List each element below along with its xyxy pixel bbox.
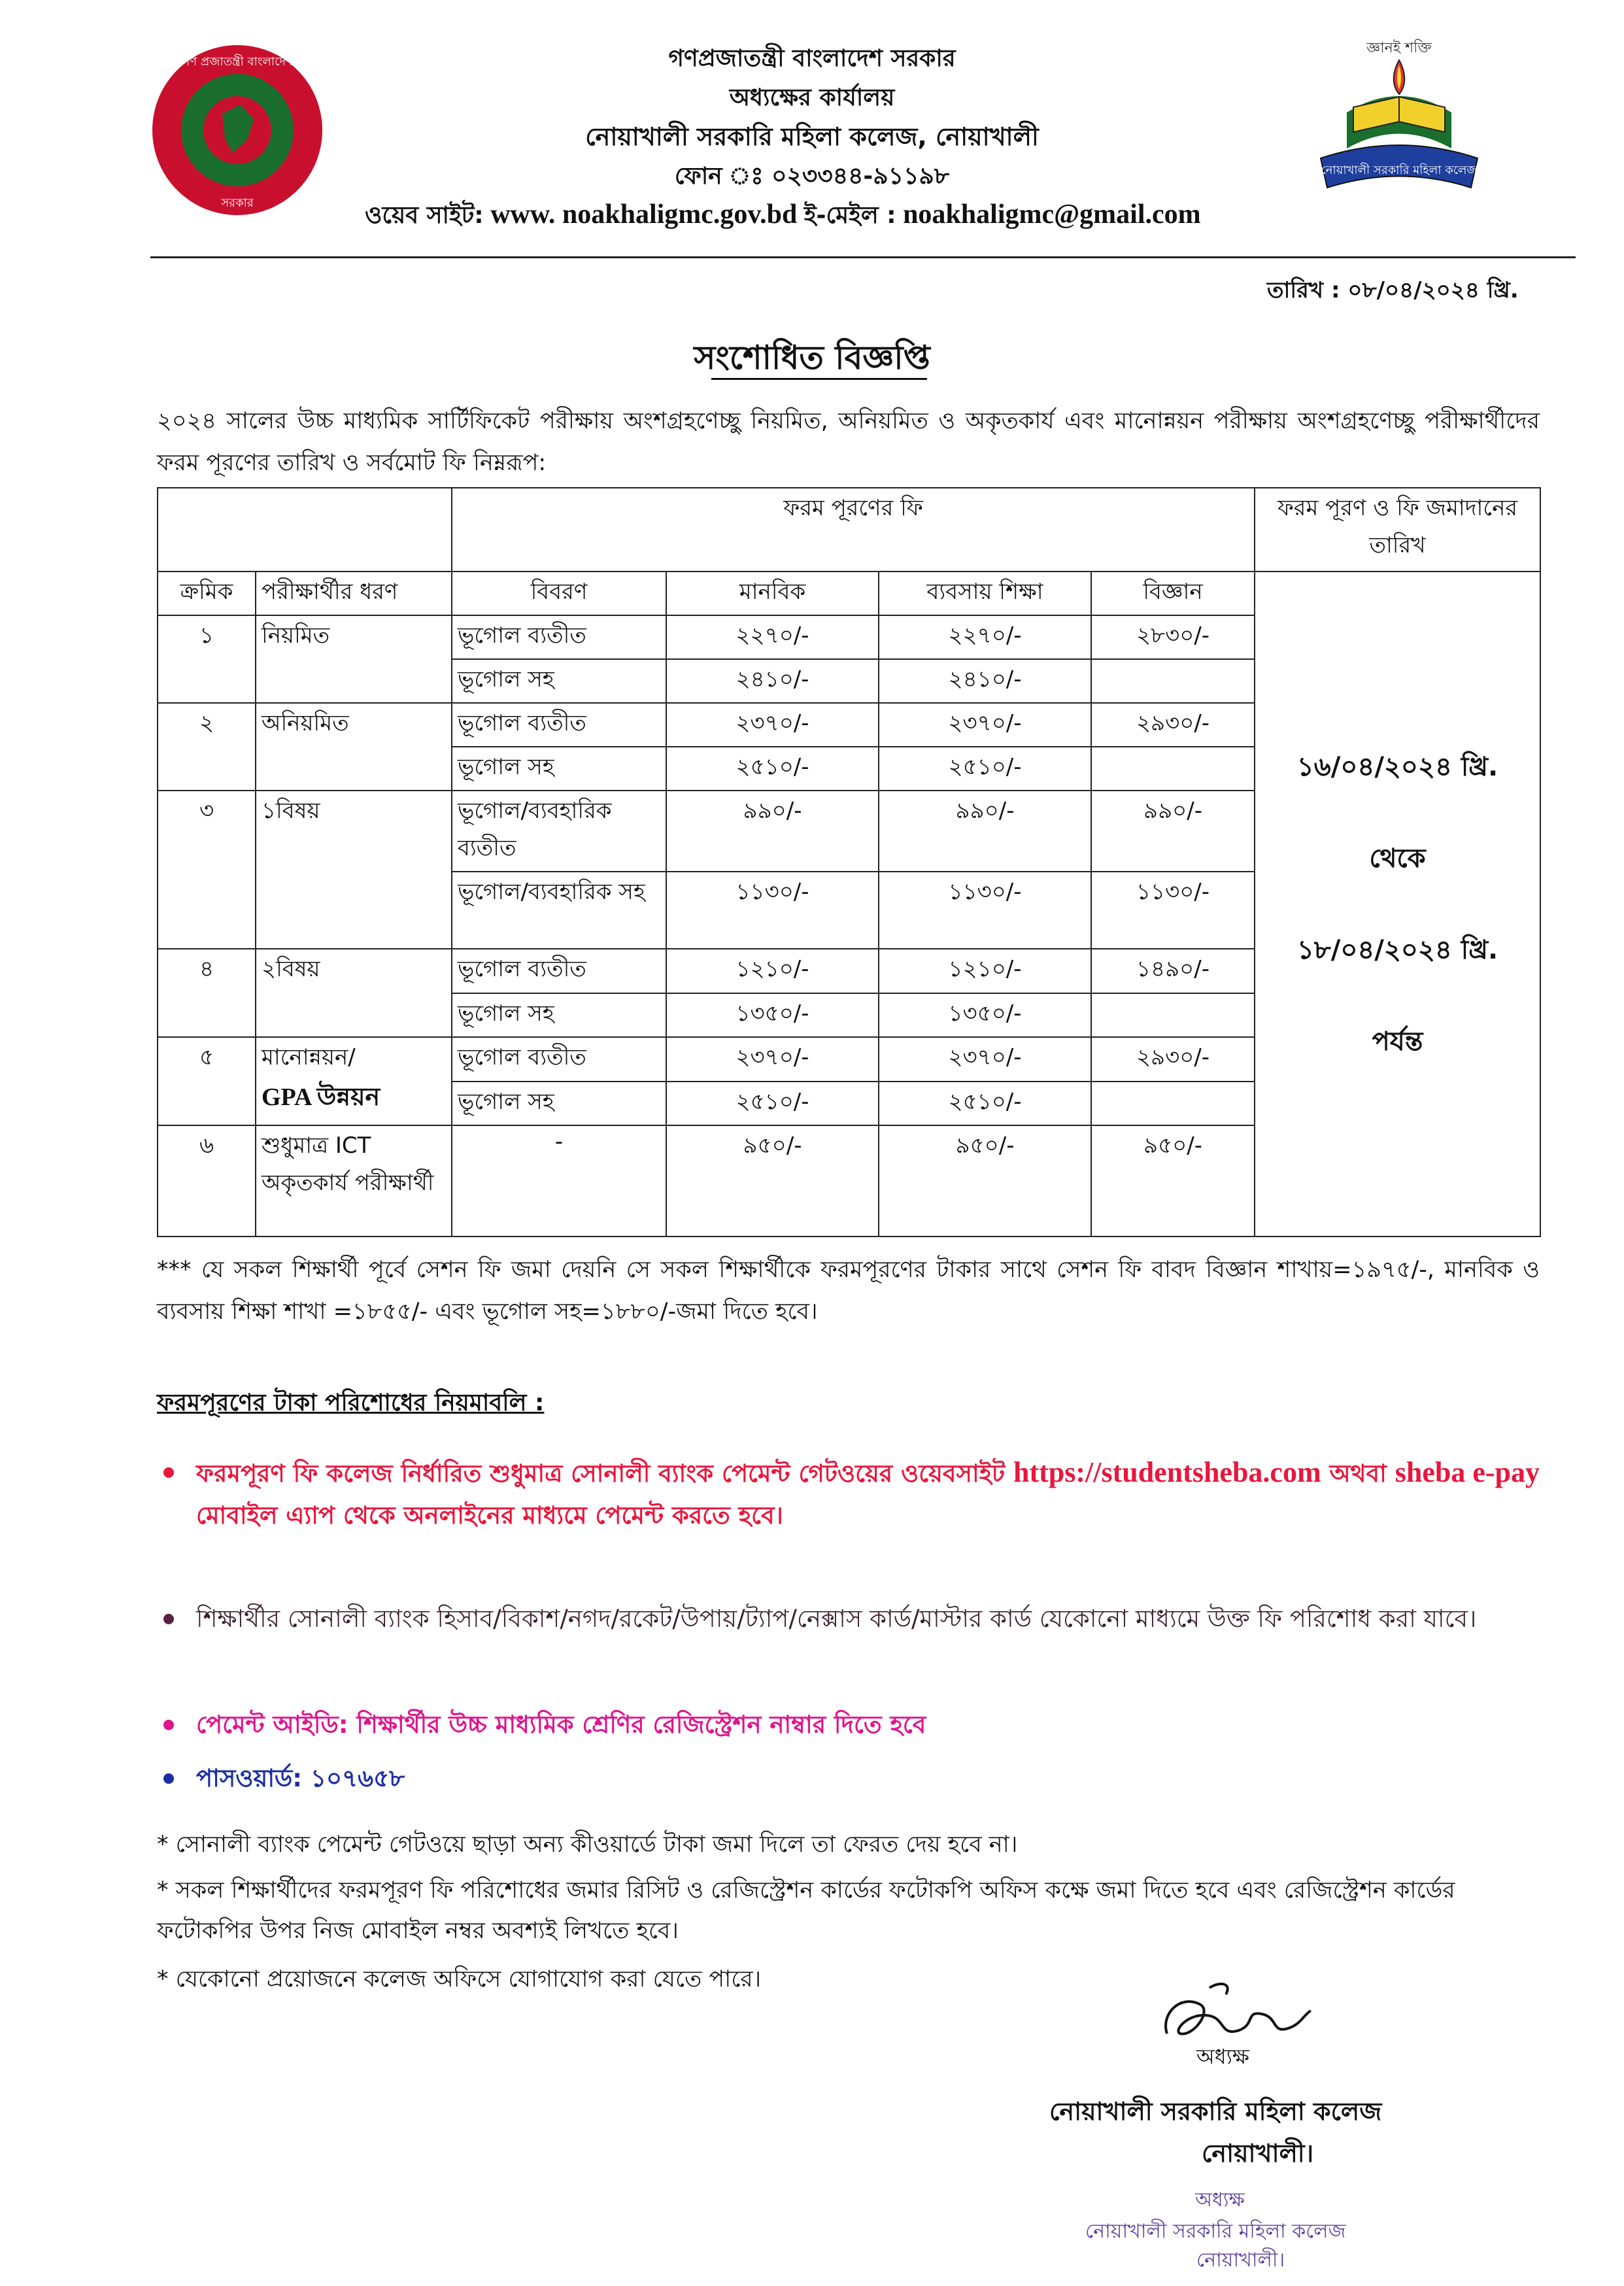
header-blank-cell (158, 488, 452, 572)
rule-or: অথবা (1329, 1459, 1387, 1488)
business-fee: ৯৫০/- (879, 1125, 1091, 1237)
stamp-title: অধ্যক্ষ (1195, 2189, 1245, 2211)
date-header: ফরম পূরণ ও ফি জমাদানের তারিখ (1255, 488, 1540, 572)
type-line-1: মানোন্নয়ন/ (262, 1044, 356, 1070)
stamp-college: নোয়াখালী সরকারি মহিলা কলেজ (1085, 2220, 1346, 2243)
business-fee: ২৩৭০/- (879, 703, 1091, 747)
rule-text-end: মোবাইল এ্যাপ থেকে অনলাইনের মাধ্যমে পেমেন্ট করতে হবে। (196, 1501, 783, 1529)
humanities-fee: ৯৫০/- (666, 1125, 879, 1237)
signature-title: অধ্যক্ষ (1196, 2044, 1249, 2069)
serial-cell: ১ (158, 615, 256, 703)
science-fee (1091, 1082, 1255, 1125)
desc-cell: ভূগোল ব্যতীত (452, 949, 666, 993)
science-fee: ৯৯০/- (1091, 791, 1255, 872)
footnote-refund: * সোনালী ব্যাংক পেমেন্ট গেটওয়ে ছাড়া অন্য কীওয়ার্ডে টাকা জমা দিলে তা ফেরত দেয় হবে না। (157, 1832, 1018, 1858)
desc-cell: ভূগোল ব্যতীত (452, 1037, 666, 1082)
bullet-dot-icon (163, 1720, 174, 1730)
type-cell: ২বিষয় (256, 949, 452, 1037)
science-fee: ২৯৩০/- (1091, 703, 1255, 747)
serial-cell: ৫ (158, 1037, 256, 1125)
business-fee: ১১৩০/- (879, 872, 1091, 949)
type-cell: অনিয়মিত (256, 703, 452, 791)
humanities-fee: ২৪১০/- (666, 659, 879, 703)
col-type: পরীক্ষার্থীর ধরণ (256, 572, 452, 615)
stamp-place: নোয়াখালী। (1196, 2249, 1285, 2272)
business-fee: ২৫১০/- (879, 1082, 1091, 1125)
business-fee: ২৫১০/- (879, 747, 1091, 791)
date-from: ১৬/০৪/২০২৪ খ্রি. (1296, 751, 1498, 782)
header-contact-line (365, 197, 1201, 237)
payment-rules-heading: ফরমপূরণের টাকা পরিশোধের নিয়মাবলি : (157, 1390, 545, 1416)
science-fee: ২৯৩০/- (1091, 1037, 1255, 1082)
header-phone: ফোন ঃ ০২৩৩৪৪-৯১১৯৮ (674, 163, 950, 190)
type-cell: ১বিষয় (256, 791, 452, 949)
col-serial: ক্রমিক (158, 572, 256, 615)
science-fee: ১৪৯০/- (1091, 949, 1255, 993)
notice-date: তারিখ : ০৮/০৪/২০২৪ খ্রি. (1267, 277, 1519, 303)
type-cell (256, 1037, 452, 1125)
desc-cell: ভূগোল/ব্যবহারিক সহ (452, 872, 666, 949)
svg-text:জ্ঞানই শক্তি: জ্ঞানই শক্তি (1366, 40, 1432, 56)
serial-cell: ২ (158, 703, 256, 791)
header-college-name: নোয়াখালী সরকারি মহিলা কলেজ, নোয়াখালী (585, 122, 1039, 151)
header-government-name: গণপ্রজাতন্ত্রী বাংলাদেশ সরকার (668, 45, 956, 72)
humanities-fee: ২৩৭০/- (666, 703, 879, 747)
notice-title: সংশোধিত বিজ্ঞপ্তি (694, 339, 930, 377)
desc-cell: ভূগোল/ব্যবহারিক ব্যতীত (452, 791, 666, 872)
title-underline (711, 378, 927, 380)
footnote-contact: * যেকোনো প্রয়োজনে কলেজ অফিসে যোগাযোগ করা যেতে পারে। (157, 1966, 762, 1992)
intro-paragraph: ২০২৪ সালের উচ্চ মাধ্যমিক সার্টিফিকেট পরীক্ষায় অংশগ্রহণেচ্ছু নিয়মিত, অনিয়মিত ও অকৃতকার্য এবং মানোন্নয়ন পরীক্ষায় অংশগ্রহণেচ্ছু পরীক্ষার্থীদের ফরম পূরণের তারিখ ও সর্বমোট ফি নিম্নরূপ: (157, 408, 1540, 476)
email-link[interactable]: noakhaligmc@gmail.com (903, 199, 1201, 230)
business-fee: ২৪১০/- (879, 659, 1091, 703)
type-cell: শুধুমাত্র ICT অকৃতকার্য পরীক্ষার্থী (256, 1125, 452, 1237)
website-link[interactable]: www. noakhaligmc.gov.bd (490, 199, 798, 230)
payment-website-link[interactable]: https://studentsheba.com (1013, 1456, 1321, 1488)
svg-text:নোয়াখালী সরকারি মহিলা কলেজ: নোয়াখালী সরকারি মহিলা কলেজ (1321, 163, 1478, 177)
rule-text: শিক্ষার্থীর সোনালী ব্যাংক হিসাব/বিকাশ/নগদ/রকেট/উপায়/ট্যাপ/নেক্সাস কার্ড/মাস্টার কার্ড যেকোনো মাধ্যমে উক্ত ফি পরিশোধ করা যাবে। (196, 1605, 1477, 1633)
business-fee: ২৩৭০/- (879, 1037, 1091, 1082)
desc-cell: ভূগোল সহ (452, 659, 666, 703)
header-divider (150, 256, 1576, 258)
signature-college: নোয়াখালী সরকারি মহিলা কলেজ (1049, 2097, 1382, 2126)
science-fee (1091, 993, 1255, 1037)
desc-cell: ভূগোল সহ (452, 1082, 666, 1125)
date-mid: থেকে (1369, 843, 1426, 874)
rule-text: ফরমপূরণ ফি কলেজ নির্ধারিত শুধুমাত্র সোনালী ব্যাংক পেমেন্ট গেটওয়ের ওয়েবসাইট (196, 1459, 1006, 1488)
col-desc: বিবরণ (452, 572, 666, 615)
desc-cell: ভূগোল সহ (452, 993, 666, 1037)
science-fee (1091, 659, 1255, 703)
fee-header: ফরম পূরণের ফি (452, 488, 1255, 572)
col-business: ব্যবসায় শিক্ষা (879, 572, 1091, 615)
bullet-dot-icon (163, 1773, 174, 1784)
rule-bullet-password (196, 1758, 1540, 1800)
signature-place: নোয়াখালী। (1202, 2139, 1314, 2168)
humanities-fee: ২৫১০/- (666, 1082, 879, 1125)
website-label: ওয়েব সাইট: (365, 202, 484, 229)
humanities-fee: ১১৩০/- (666, 872, 879, 949)
date-to: ১৮/০৪/২০২৪ খ্রি. (1296, 934, 1498, 965)
fee-table (157, 487, 1541, 1237)
rule-bullet-payment-id (196, 1704, 1540, 1746)
science-fee (1091, 747, 1255, 791)
type-line-2: GPA উন্নয়ন (262, 1083, 381, 1111)
svg-text:গণ প্রজাতন্ত্রী বাংলাদেশ: গণ প্রজাতন্ত্রী বাংলাদেশ (182, 55, 293, 69)
desc-cell: ভূগোল ব্যতীত (452, 615, 666, 659)
humanities-fee: ১২১০/- (666, 949, 879, 993)
footnote-receipt: * সকল শিক্ষার্থীদের ফরমপূরণ ফি পরিশোধের জমার রিসিট ও রেজিস্ট্রেশন কার্ডের ফটোকপি অফিস কক্ষে জমা দিতে হবে এবং রেজিস্ট্রেশন কার্ডের ফটোকপির উপর নিজ মোবাইল নম্বর অবশ্যই লিখতে হবে। (157, 1877, 1455, 1944)
humanities-fee: ২৩৭০/- (666, 1037, 879, 1082)
payment-app-name: sheba e-pay (1395, 1456, 1540, 1488)
desc-cell: ভূগোল ব্যতীত (452, 703, 666, 747)
business-fee: ২২৭০/- (879, 615, 1091, 659)
col-science: বিজ্ঞান (1091, 572, 1255, 615)
svg-text:সরকার: সরকার (221, 196, 254, 210)
serial-cell: ৪ (158, 949, 256, 1037)
business-fee: ৯৯০/- (879, 791, 1091, 872)
desc-cell: ভূগোল সহ (452, 747, 666, 791)
science-fee: ২৮৩০/- (1091, 615, 1255, 659)
rule-text: পাসওয়ার্ড: ১০৭৬৫৮ (196, 1764, 405, 1792)
science-fee: ৯৫০/- (1091, 1125, 1255, 1237)
business-fee: ১৩৫০/- (879, 993, 1091, 1037)
type-cell: নিয়মিত (256, 615, 452, 703)
serial-cell: ৬ (158, 1125, 256, 1237)
desc-cell: - (452, 1125, 666, 1237)
rule-bullet-payment-gateway (196, 1452, 1540, 1537)
bullet-dot-icon (163, 1467, 174, 1478)
col-humanities: মানবিক (666, 572, 879, 615)
date-range-cell (1255, 572, 1540, 1237)
header-office: অধ্যক্ষের কার্যালয় (729, 84, 895, 111)
rule-text: পেমেন্ট আইডি: শিক্ষার্থীর উচ্চ মাধ্যমিক শ্রেণির রেজিস্ট্রেশন নাম্বার দিতে হবে (196, 1711, 926, 1739)
humanities-fee: ২২৭০/- (666, 615, 879, 659)
humanities-fee: ১৩৫০/- (666, 993, 879, 1037)
rule-bullet-payment-methods (196, 1598, 1540, 1640)
science-fee: ১১৩০/- (1091, 872, 1255, 949)
bullet-dot-icon (163, 1614, 174, 1624)
humanities-fee: ৯৯০/- (666, 791, 879, 872)
date-end: পর্যন্ত (1372, 1026, 1423, 1057)
email-label: ই-মেইল : (804, 202, 896, 229)
session-fee-note: *** যে সকল শিক্ষার্থী পূর্বে সেশন ফি জমা দেয়নি সে সকল শিক্ষার্থীকে ফরমপূরণের টাকার সাথে সেশন ফি বাবদ বিজ্ঞান শাখায়=১৯৭৫/-, মানবিক ও ব্যবসায় শিক্ষা শাখা =১৮৫৫/- এবং ভূগোল সহ=১৮৮০/-জমা দিতে হবে। (157, 1257, 1540, 1325)
humanities-fee: ২৫১০/- (666, 747, 879, 791)
serial-cell: ৩ (158, 791, 256, 949)
business-fee: ১২১০/- (879, 949, 1091, 993)
